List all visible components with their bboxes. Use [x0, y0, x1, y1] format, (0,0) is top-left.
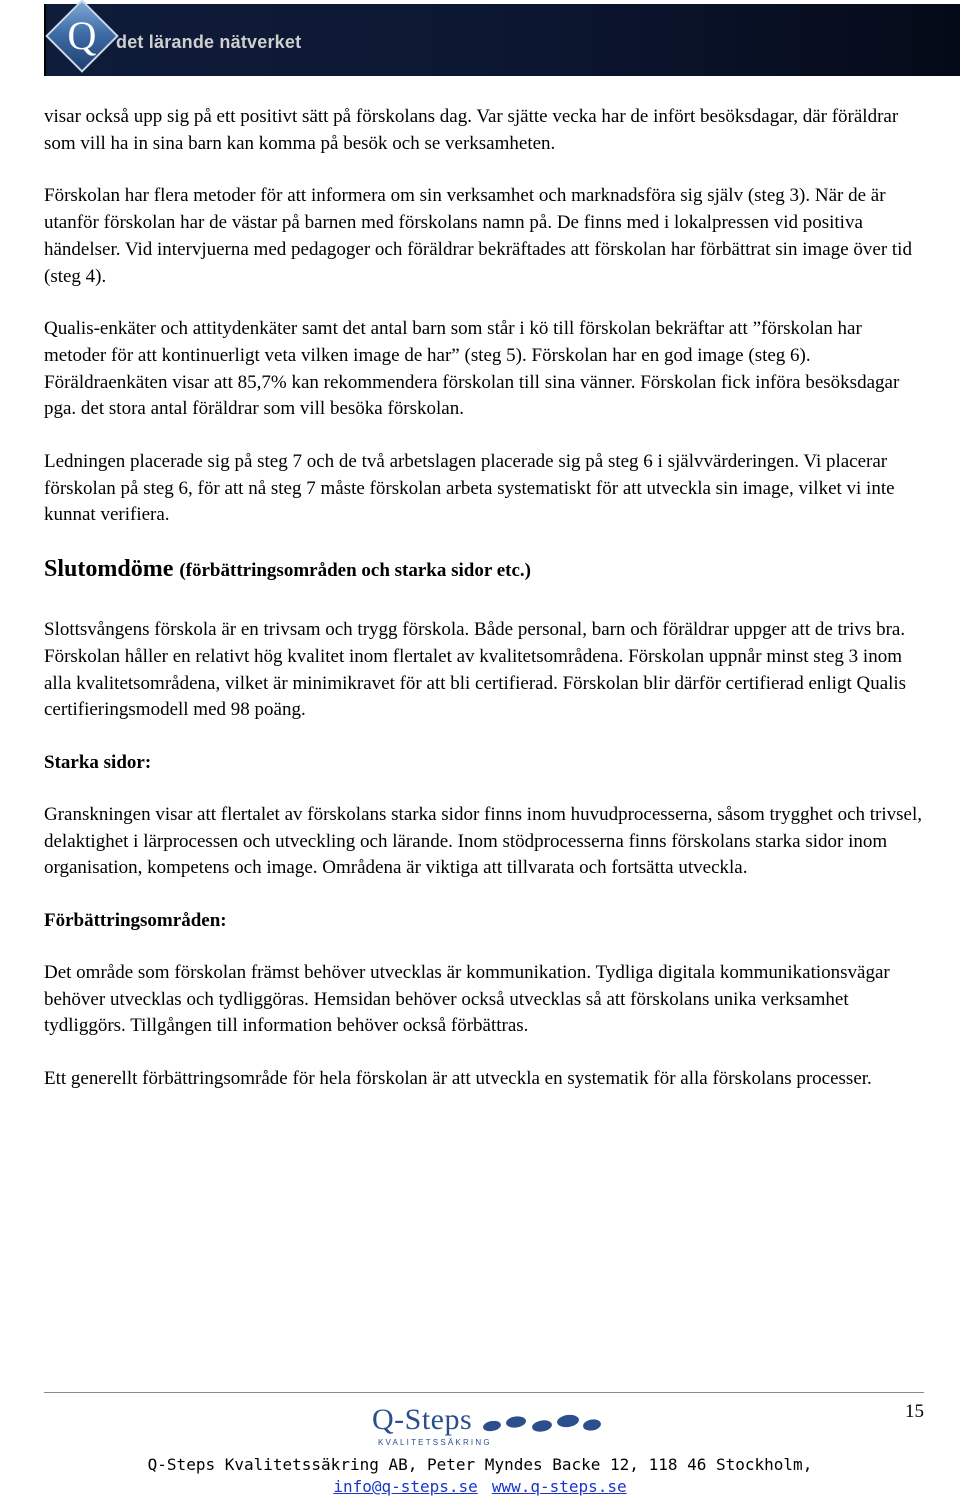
- paragraph-7: Det område som förskolan främst behöver utvecklas är kommunikation. Tydliga digitala kommunikationsvägar behöver utvecklas och tydliggöras. Hemsidan behöver också utvecklas så att förskolans unika verksamhet tydliggörs. Tillgången till information behöver också förbättras.: [44, 962, 890, 1037]
- paragraph-3: Qualis-enkäter och attitydenkäter samt det antal barn som står i kö till förskolan bekräftar att ”förskolan har metoder för att kontinuerligt veta vilken image de har” (steg 5). Förskolan har en god image (steg 6). Föräldraenkäten visar att 85,7% kan rekommendera förskolan till sina vänner. Förskolan fick införa besöksdagar pga. det stora antal föräldrar som vill besöka förskolan.: [44, 318, 900, 420]
- footer-logo: [372, 1404, 602, 1452]
- footer-logo-wordmark: Q-Steps: [372, 1403, 473, 1436]
- footer-links: [0, 1477, 960, 1497]
- paragraph-2: Förskolan har flera metoder för att informera om sin verksamhet och marknadsföra sig själv (steg 3). När de är utanför förskolan har de västar på barnen med förskolans namn på. De finns med i lokalpressen vid positiva händelser. Vid intervjuerna med pedagoger och föräldrar bekräftades att förskolan har förbättrat sin image över tid (steg 4).: [44, 185, 912, 287]
- heading-slutomdome: [44, 555, 924, 585]
- document-body: [44, 104, 924, 1119]
- footer-logo-subtitle: KVALITETSSÄKRING: [378, 1438, 492, 1447]
- header-title: det lärande nätverket: [116, 32, 302, 52]
- paragraph-4: Ledningen placerade sig på steg 7 och de två arbetslagen placerade sig på steg 6 i självvärderingen. Vi placerar förskolan på steg 6, för att nå steg 7 måste förskolan arbeta systematiskt för att utveckla sin image, vilket vi inte kunnat verifiera.: [44, 451, 895, 526]
- header-bar: [46, 4, 960, 76]
- email-link[interactable]: info@q-steps.se: [333, 1477, 478, 1496]
- page-number: 15: [905, 1401, 924, 1422]
- heading-improvements: Förbättringsområden:: [44, 910, 227, 932]
- website-link[interactable]: www.q-steps.se: [491, 1477, 627, 1496]
- footsteps-icon: [482, 1412, 602, 1436]
- footer-address: Q-Steps Kvalitetssäkring AB, Peter Myndes Backe 12, 118 46 Stockholm,: [147, 1455, 813, 1474]
- paragraph-8: Ett generellt förbättringsområde för hela förskolan är att utveckla en systematik för alla förskolans processer.: [44, 1068, 872, 1090]
- header-banner: [44, 4, 960, 76]
- heading-main-sub: (förbättringsområden och starka sidor etc.): [179, 560, 531, 582]
- footer-divider: [44, 1392, 924, 1393]
- heading-strengths: Starka sidor:: [44, 751, 152, 773]
- paragraph-1: visar också upp sig på ett positivt sätt på förskolans dag. Var sjätte vecka har de infört besöksdagar, där föräldrar som vill ha in sina barn kan komma på besök och se verksamheten.: [44, 106, 899, 154]
- logo-letter: Q: [67, 13, 97, 58]
- paragraph-5: Slottsvångens förskola är en trivsam och trygg förskola. Både personal, barn och föräldrar uppger att de trivs bra. Förskolan håller en relativt hög kvalitet inom flertalet av kvalitetsområdena. Förskolan uppnår minst steg 3 inom alla kvalitetsområdena, vilket är minimikravet för att bli certifierad. Förskolan blir därför certifierad enligt Qualis certifieringsmodell med 98 poäng.: [44, 619, 907, 721]
- paragraph-6: Granskningen visar att flertalet av förskolans starka sidor finns inom huvudprocesserna, såsom trygghet och trivsel, delaktighet i lärprocessen och utveckling och lärande. Inom stödprocesserna finns förskolans starka sidor inom organisation, kompetens och image. Områdena är viktiga att tillvarata och fortsätta utveckla.: [44, 803, 923, 879]
- heading-main: Slutomdöme: [44, 556, 174, 583]
